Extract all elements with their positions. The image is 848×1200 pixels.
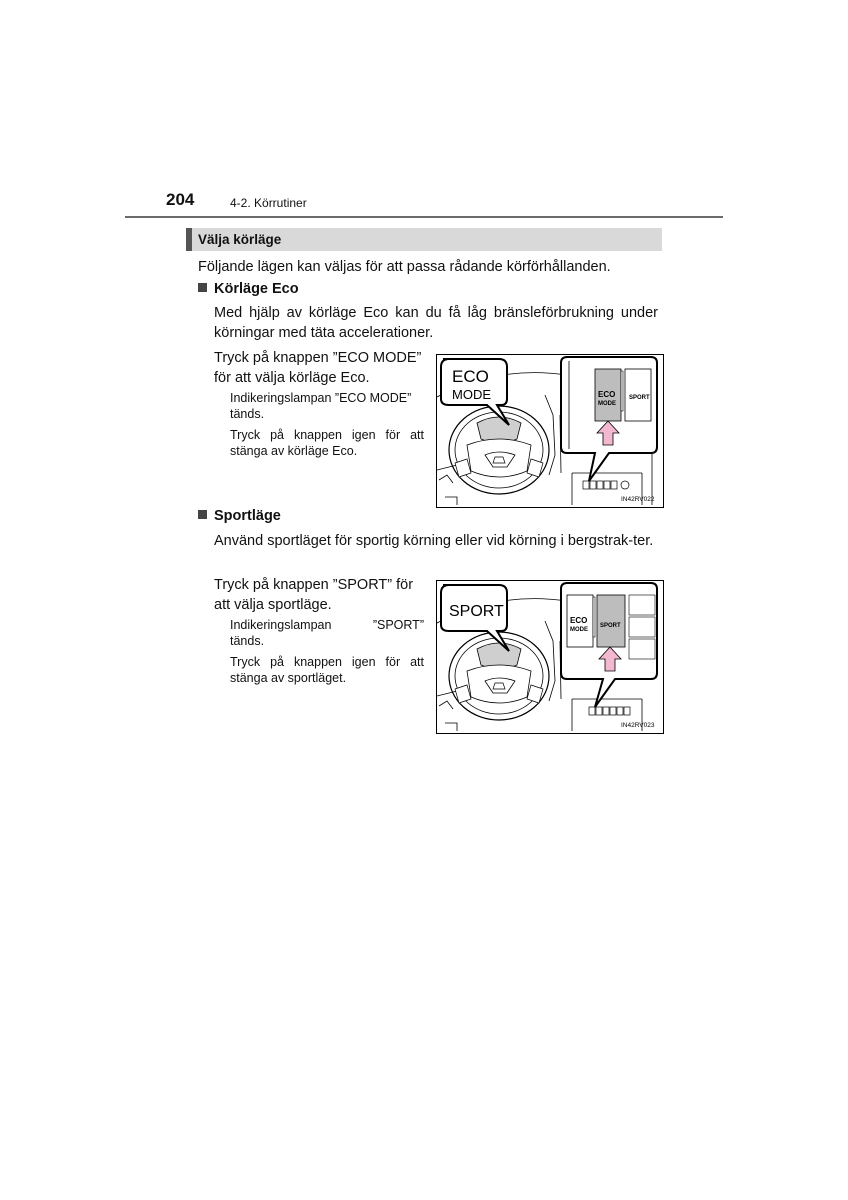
eco-press-line1: Tryck på knappen ”ECO MODE”	[214, 350, 422, 366]
intro-text: Följande lägen kan väljas för att passa rådande körförhållanden.	[198, 259, 611, 275]
eco-description: Med hjälp av körläge Eco kan du få låg bränsleförbrukning under körningar med täta accelerationer.	[214, 305, 658, 341]
sport-heading-text: Sportläge	[214, 508, 281, 524]
sport-description: Använd sportläget för sportig körning eller vid körning i bergstrak-ter.	[214, 533, 654, 549]
eco-heading-text: Körläge Eco	[214, 281, 299, 297]
inset-sport-label: SPORT	[600, 623, 621, 629]
page-number: 204	[166, 190, 195, 209]
eco-callout-line2: MODE	[452, 387, 491, 402]
sport-callout-text: SPORT	[449, 603, 504, 620]
eco-press-line2: för att välja körläge Eco.	[214, 370, 370, 386]
eco-figure	[436, 354, 664, 508]
eco-note1-line1: Indikeringslampan ”ECO MODE”	[230, 391, 412, 405]
section-accent	[186, 228, 192, 251]
sport-note1-line1: Indikeringslampan ”SPORT”	[230, 618, 424, 632]
inset-eco-label-line2: MODE	[570, 627, 588, 633]
sport-figure-code: IN42RV023	[621, 722, 655, 729]
sport-press-line2: att välja sportläge.	[214, 597, 332, 613]
eco-note1-line2: tänds.	[230, 407, 265, 421]
sport-figure	[436, 580, 664, 734]
bullet-square-icon	[198, 283, 207, 292]
sport-off-note: Tryck på knappen igen för att stänga av sportläget.	[230, 655, 424, 685]
switch-row	[589, 707, 630, 715]
eco-heading	[198, 281, 299, 297]
sport-dashboard-illustration	[437, 581, 663, 733]
eco-callout-line1: ECO	[452, 367, 489, 386]
steering-wheel	[449, 632, 549, 720]
sport-indicator-note	[230, 617, 424, 649]
sport-press-line1: Tryck på knappen ”SPORT” för	[214, 577, 414, 593]
steering-wheel	[449, 406, 549, 494]
inset-sport-label: SPORT	[629, 395, 650, 401]
sport-zoom-inset	[561, 583, 657, 707]
eco-press-instruction	[214, 348, 426, 388]
sport-press-instruction	[214, 575, 426, 615]
eco-off-note: Tryck på knappen igen för att stänga av körläge Eco.	[230, 428, 424, 458]
sport-button-highlighted	[597, 595, 625, 647]
sport-note1-line2: tänds.	[230, 634, 265, 648]
header-rule	[125, 216, 723, 218]
inset-eco-label-line2: MODE	[598, 401, 616, 407]
inset-eco-label-line1: ECO	[570, 616, 588, 625]
bullet-square-icon	[198, 510, 207, 519]
sport-callout-bubble	[441, 585, 509, 651]
eco-callout-bubble	[441, 359, 509, 425]
eco-indicator-note	[230, 390, 424, 422]
section-title: Välja körläge	[198, 232, 282, 247]
eco-figure-code: IN42RV022	[621, 496, 655, 503]
chapter-title: 4-2. Körrutiner	[230, 196, 307, 210]
switch-row	[583, 481, 629, 489]
eco-zoom-inset	[561, 357, 657, 481]
sport-heading	[198, 508, 281, 524]
eco-dashboard-illustration	[437, 355, 663, 507]
inset-eco-label-line1: ECO	[598, 390, 616, 399]
section-heading-bar	[186, 228, 662, 251]
